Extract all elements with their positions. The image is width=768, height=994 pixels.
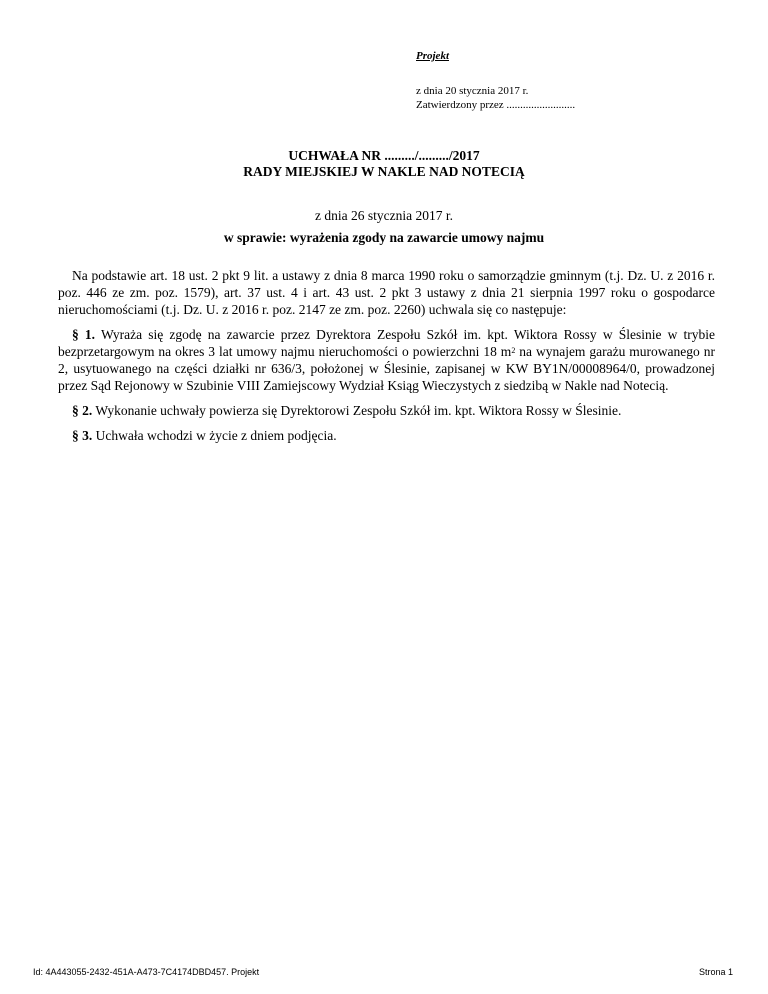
- section-text: Wyraża się zgodę na zawarcie przez Dyrektora Zespołu Szkół im. kpt. Wiktora Rossy w Ślesinie w trybie bezprzetargowym na okres 3 lat umowy najmu nieruchomości o powierzchni 18 m: [58, 327, 716, 359]
- section-text: Wykonanie uchwały powierza się Dyrektorowi Zespołu Szkół im. kpt. Wiktora Rossy w Ślesinie.: [95, 403, 622, 418]
- approved-by: Zatwierdzony przez .........................: [416, 99, 576, 111]
- section-3: [58, 427, 715, 444]
- document-body: [58, 267, 715, 452]
- project-meta: [416, 84, 575, 112]
- section-number: § 1.: [72, 327, 96, 342]
- project-date: z dnia 20 stycznia 2017 r.: [416, 85, 529, 97]
- page-number: Strona 1: [698, 967, 733, 977]
- preamble: Na podstawie art. 18 ust. 2 pkt 9 lit. a ustawy z dnia 8 marca 1990 roku o samorządzie gminnym (t.j. Dz. U. z 2016 r. poz. 446 ze zm. poz. 1579), art. 37 ust. 4 i art. 43 ust. 2 pkt 3 ustawy z dnia 21 sierpnia 1997 roku o gospodarce nieruchomościami (t.j. Dz. U. z 2016 r. poz. 2147 ze zm. poz. 2260) uchwala się co następuje:: [58, 268, 715, 317]
- title-line-1: UCHWAŁA NR ........./........./2017: [288, 148, 480, 163]
- superscript: 2: [511, 346, 516, 355]
- projekt-label: Projekt: [416, 50, 449, 62]
- section-2: [58, 402, 715, 419]
- section-number: § 2.: [72, 403, 93, 418]
- resolution-subject: w sprawie: wyrażenia zgody na zawarcie umowy najmu: [223, 230, 545, 245]
- title-line-2: RADY MIEJSKIEJ W NAKLE NAD NOTECIĄ: [243, 164, 525, 179]
- resolution-title: [0, 148, 768, 180]
- document-id: Id: 4A443055-2432-451A-A473-7C4174DBD457. Projekt: [33, 967, 260, 977]
- section-text-cont: na wynajem garażu murowanego nr 2, usytuowanego na części działki nr 636/3, położonej w Ślesinie, zapisanej w KW BY1N/00008964/0, prowadzonej przez Sąd Rejonowy w Szubinie VIII Zamiejscowy Wydział Ksiąg Wieczystych z siedzibą w Nakle nad Notecią.: [58, 344, 715, 393]
- resolution-date: z dnia 26 stycznia 2017 r.: [315, 208, 453, 223]
- section-number: § 3.: [72, 428, 93, 443]
- section-1: [58, 326, 715, 394]
- section-text: Uchwała wchodzi w życie z dniem podjęcia.: [95, 428, 337, 443]
